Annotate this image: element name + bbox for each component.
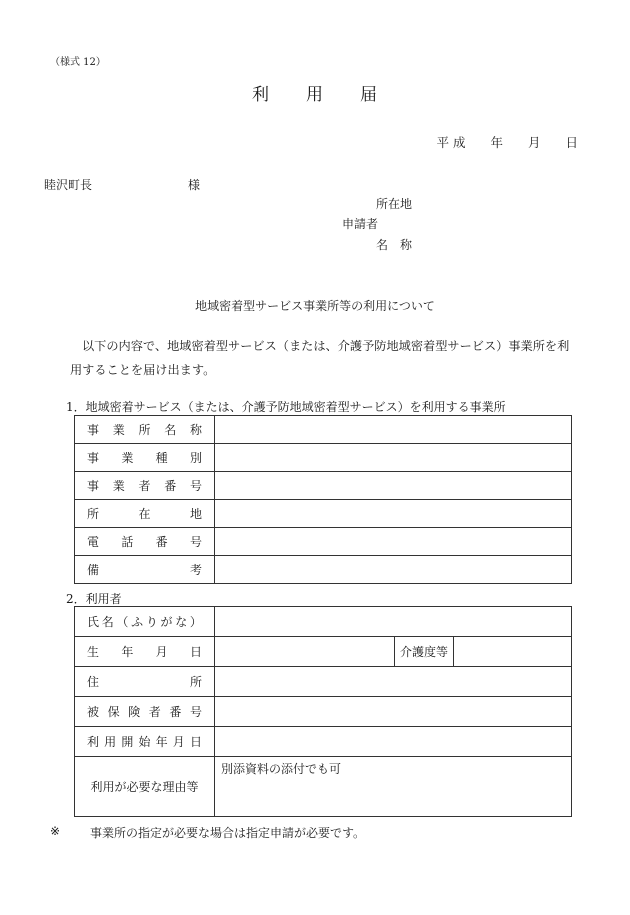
reason-hint: 別添資料の添付でも可 [221, 762, 342, 776]
phone-number-text-char: 話 [121, 535, 134, 549]
subject-line: 地域密着型サービス事業所等の利用について [195, 299, 435, 313]
start-date-text-char: 日 [189, 735, 202, 749]
phone-number-text [87, 533, 202, 550]
birth-date-text-char: 年 [121, 645, 134, 659]
user-name-text-char: 氏 [87, 615, 100, 629]
note-text: 事業所の指定が必要な場合は指定申請が必要です。 [90, 826, 366, 840]
facility-name-label [75, 416, 215, 444]
section2-heading: 2．利用者 [66, 592, 122, 606]
service-type-field[interactable] [215, 444, 572, 472]
table-row [75, 556, 572, 584]
remarks-label [75, 556, 215, 584]
service-type-text-char: 業 [121, 451, 134, 465]
user-name-text-char: 名 [101, 615, 114, 629]
birth-date-text-char: 日 [189, 645, 202, 659]
facility-location-text-char: 所 [87, 507, 100, 521]
birth-date-text-char: 月 [155, 645, 168, 659]
facility-location-label [75, 500, 215, 528]
business-number-label [75, 472, 215, 500]
care-level-label: 介護度等 [395, 637, 454, 667]
facility-name-text [87, 421, 202, 438]
user-name-field[interactable] [215, 607, 572, 637]
user-address-field[interactable] [215, 667, 572, 697]
body-text: 以下の内容で、地域密着型サービス（または、介護予防地域密着型サービス）事業所を利用することを届け出ます。 [70, 339, 570, 377]
start-date-text-char: 始 [138, 735, 151, 749]
table-row [75, 757, 572, 817]
business-number-text-char: 事 [87, 479, 100, 493]
service-type-label [75, 444, 215, 472]
user-address-text [87, 673, 202, 690]
note-mark: ※ [50, 824, 61, 838]
user-name-text [87, 613, 202, 630]
start-date-text-char: 月 [172, 735, 185, 749]
phone-number-text-char: 番 [155, 535, 168, 549]
service-type-text-char: 種 [155, 451, 168, 465]
facility-name-field[interactable] [215, 416, 572, 444]
addressee: 睦沢町長 様 [44, 178, 201, 192]
table-row [75, 697, 572, 727]
insured-number-text-char: 険 [128, 705, 141, 719]
applicant-label: 申請者 [342, 217, 379, 231]
start-date-text [87, 733, 202, 750]
birth-date-field[interactable] [215, 637, 395, 667]
reason-label: 利用が必要な理由等 [75, 757, 215, 817]
business-number-text-char: 番 [164, 479, 177, 493]
date-line: 平 成 年 月 日 [436, 135, 578, 150]
insured-number-text-char: 号 [189, 705, 202, 719]
table-row [75, 637, 572, 667]
birth-date-text [87, 643, 202, 660]
care-level-field[interactable] [454, 637, 572, 667]
user-name-label [75, 607, 215, 637]
table-row [75, 444, 572, 472]
user-name-text-char: な [175, 615, 188, 629]
remarks-field[interactable] [215, 556, 572, 584]
name-label: 名 称 [376, 238, 413, 252]
facility-location-text-char: 在 [138, 507, 151, 521]
table-row [75, 727, 572, 757]
facility-name-text-char: 名 [164, 423, 177, 437]
facility-location-field[interactable] [215, 500, 572, 528]
insured-number-text-char: 保 [107, 705, 120, 719]
user-name-text-char: ふ [131, 615, 144, 629]
phone-number-text-char: 電 [87, 535, 100, 549]
user-address-text-char: 住 [87, 675, 100, 689]
document-title: 利 用 届 [252, 85, 378, 105]
start-date-label [75, 727, 215, 757]
insured-number-text-char: 番 [169, 705, 182, 719]
start-date-text-char: 利 [87, 735, 100, 749]
facility-table [74, 415, 572, 584]
remarks-text-char: 考 [189, 563, 202, 577]
table-row [75, 607, 572, 637]
facility-name-text-char: 事 [87, 423, 100, 437]
facility-name-text-char: 業 [112, 423, 125, 437]
user-name-text-char: り [145, 615, 158, 629]
business-number-text-char: 号 [189, 479, 202, 493]
business-number-field[interactable] [215, 472, 572, 500]
reason-field[interactable] [215, 757, 572, 817]
business-number-text [87, 477, 202, 494]
insured-number-label [75, 697, 215, 727]
birth-date-label [75, 637, 215, 667]
user-address-text-char: 所 [189, 675, 202, 689]
service-type-text-char: 事 [87, 451, 100, 465]
facility-location-text-char: 地 [189, 507, 202, 521]
user-table [74, 606, 572, 817]
business-number-text-char: 業 [112, 479, 125, 493]
phone-number-text-char: 号 [189, 535, 202, 549]
start-date-text-char: 開 [121, 735, 134, 749]
insured-number-text [87, 703, 202, 720]
insured-number-text-char: 者 [148, 705, 161, 719]
business-number-text-char: 者 [138, 479, 151, 493]
location-label: 所在地 [376, 197, 413, 211]
remarks-text-char: 備 [87, 563, 100, 577]
form-number: （様式 12） [50, 57, 106, 68]
insured-number-text-char: 被 [87, 705, 100, 719]
table-row [75, 500, 572, 528]
phone-number-label [75, 528, 215, 556]
service-type-text-char: 別 [189, 451, 202, 465]
user-name-text-char: が [160, 615, 173, 629]
start-date-text-char: 年 [155, 735, 168, 749]
table-row [75, 528, 572, 556]
user-name-text-char: ） [189, 615, 202, 629]
facility-name-text-char: 所 [138, 423, 151, 437]
start-date-text-char: 用 [104, 735, 117, 749]
table-row [75, 416, 572, 444]
birth-date-text-char: 生 [87, 645, 100, 659]
facility-name-text-char: 称 [189, 423, 202, 437]
user-name-text-char: （ [116, 615, 129, 629]
table-row [75, 667, 572, 697]
section1-heading: 1．地域密着サービス（または、介護予防地域密着型サービス）を利用する事業所 [66, 400, 506, 414]
facility-location-text [87, 505, 202, 522]
remarks-text [87, 561, 202, 578]
user-address-label [75, 667, 215, 697]
table-row [75, 472, 572, 500]
start-date-field[interactable] [215, 727, 572, 757]
insured-number-field[interactable] [215, 697, 572, 727]
service-type-text [87, 449, 202, 466]
phone-number-field[interactable] [215, 528, 572, 556]
